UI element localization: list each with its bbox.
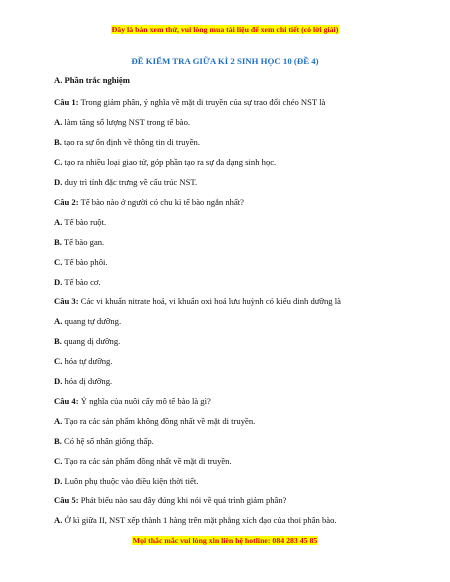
question-1 xyxy=(54,97,325,108)
question-4-option-d xyxy=(54,476,198,487)
question-text: Ý nghĩa của nuôi cấy mô tế bào là gì? xyxy=(78,396,211,406)
option-text: Tế bào cơ. xyxy=(62,277,101,287)
question-text: Tế bào nào ở người có chu kì tế bào ngắn nhất? xyxy=(78,197,244,207)
option-letter: C. xyxy=(54,356,63,366)
hotline-footer-text: Mọi thắc mắc vui lòng xin liên hệ hotline: 084 283 45 85 xyxy=(132,536,318,545)
question-1-option-a xyxy=(54,117,190,128)
question-text: Trong giảm phân, ý nghĩa về mặt di truyền của sự trao đổi chéo NST là xyxy=(78,97,326,107)
question-label: Câu 5: xyxy=(54,495,79,505)
question-label: Câu 1: xyxy=(54,97,79,107)
option-letter: A. xyxy=(54,416,63,426)
preview-notice-text: Đây là bản xem thử, vui lòng mua tài liệu để xem chi tiết (có lời giải) xyxy=(111,25,339,34)
option-letter: B. xyxy=(54,237,62,247)
option-text: Tế bào ruột. xyxy=(62,217,107,227)
question-1-option-d xyxy=(54,177,197,188)
question-2-option-c xyxy=(54,257,108,268)
question-3-option-d xyxy=(54,376,112,387)
question-1-option-c xyxy=(54,157,276,168)
question-4-option-a xyxy=(54,416,255,427)
exam-title: ĐỀ KIỂM TRA GIỮA KÌ 2 SINH HỌC 10 (ĐỀ 4) xyxy=(131,56,319,66)
option-text: Tạo ra các sản phẩm đồng nhất về mặt di truyền. xyxy=(62,456,232,466)
option-text: duy trì tính đặc trưng về cấu trúc NST. xyxy=(62,177,198,187)
option-letter: A. xyxy=(54,515,63,525)
question-2-option-d xyxy=(54,277,101,288)
question-3 xyxy=(54,296,341,307)
option-text: Luôn phụ thuộc vào điều kiện thời tiết. xyxy=(62,476,199,486)
question-4-option-b xyxy=(54,436,154,447)
question-3-option-b xyxy=(54,336,120,347)
hotline-footer-banner xyxy=(0,536,450,546)
option-letter: A. xyxy=(54,117,63,127)
question-2-option-a xyxy=(54,217,106,228)
option-letter: D. xyxy=(54,376,63,386)
preview-notice-banner xyxy=(0,25,450,35)
question-4 xyxy=(54,396,211,407)
option-letter: B. xyxy=(54,336,62,346)
option-text: làm tăng số lượng NST trong tế bào. xyxy=(62,117,191,127)
option-letter: A. xyxy=(54,217,63,227)
option-letter: B. xyxy=(54,436,62,446)
option-text: hóa tự dưỡng. xyxy=(62,356,113,366)
option-letter: C. xyxy=(54,157,63,167)
question-text: Phát biểu nào sau đây đúng khi nói về quá trình giảm phân? xyxy=(78,495,287,505)
option-letter: A. xyxy=(54,316,63,326)
option-text: hóa dị dưỡng. xyxy=(62,376,113,386)
question-text: Các vi khuẩn nitrate hoá, vi khuẩn oxi hoá lưu huỳnh có kiểu dinh dưỡng là xyxy=(78,296,341,306)
option-text: Có hệ số nhân giống thấp. xyxy=(61,436,154,446)
option-text: quang dị dưỡng. xyxy=(61,336,121,346)
option-text: tạo ra sự ổn định về thông tin di truyền. xyxy=(61,137,200,147)
option-letter: D. xyxy=(54,277,63,287)
option-text: Tạo ra các sản phẩm không đồng nhất về mặt di truyền. xyxy=(62,416,256,426)
option-letter: D. xyxy=(54,476,63,486)
question-5 xyxy=(54,495,286,506)
option-text: Tế bào phôi. xyxy=(62,257,108,267)
option-text: quang tự dưỡng. xyxy=(62,316,122,326)
option-text: Tế bào gan. xyxy=(61,237,105,247)
option-letter: C. xyxy=(54,257,63,267)
option-letter: B. xyxy=(54,137,62,147)
question-2-option-b xyxy=(54,237,104,248)
question-label: Câu 2: xyxy=(54,197,79,207)
option-letter: C. xyxy=(54,456,63,466)
question-3-option-c xyxy=(54,356,113,367)
option-letter: D. xyxy=(54,177,63,187)
option-text: tạo ra nhiều loại giao tử, góp phần tạo ra sự đa dạng sinh học. xyxy=(62,157,277,167)
question-1-option-b xyxy=(54,137,200,148)
question-2 xyxy=(54,197,244,208)
section-heading: A. Phần trắc nghiệm xyxy=(54,75,130,85)
option-text: Ở kì giữa II, NST xếp thành 1 hàng trên mặt phẳng xích đạo của thoi phân bào. xyxy=(62,515,337,525)
question-4-option-c xyxy=(54,456,232,467)
question-label: Câu 4: xyxy=(54,396,79,406)
question-5-option-a xyxy=(54,515,337,526)
question-label: Câu 3: xyxy=(54,296,79,306)
question-3-option-a xyxy=(54,316,121,327)
